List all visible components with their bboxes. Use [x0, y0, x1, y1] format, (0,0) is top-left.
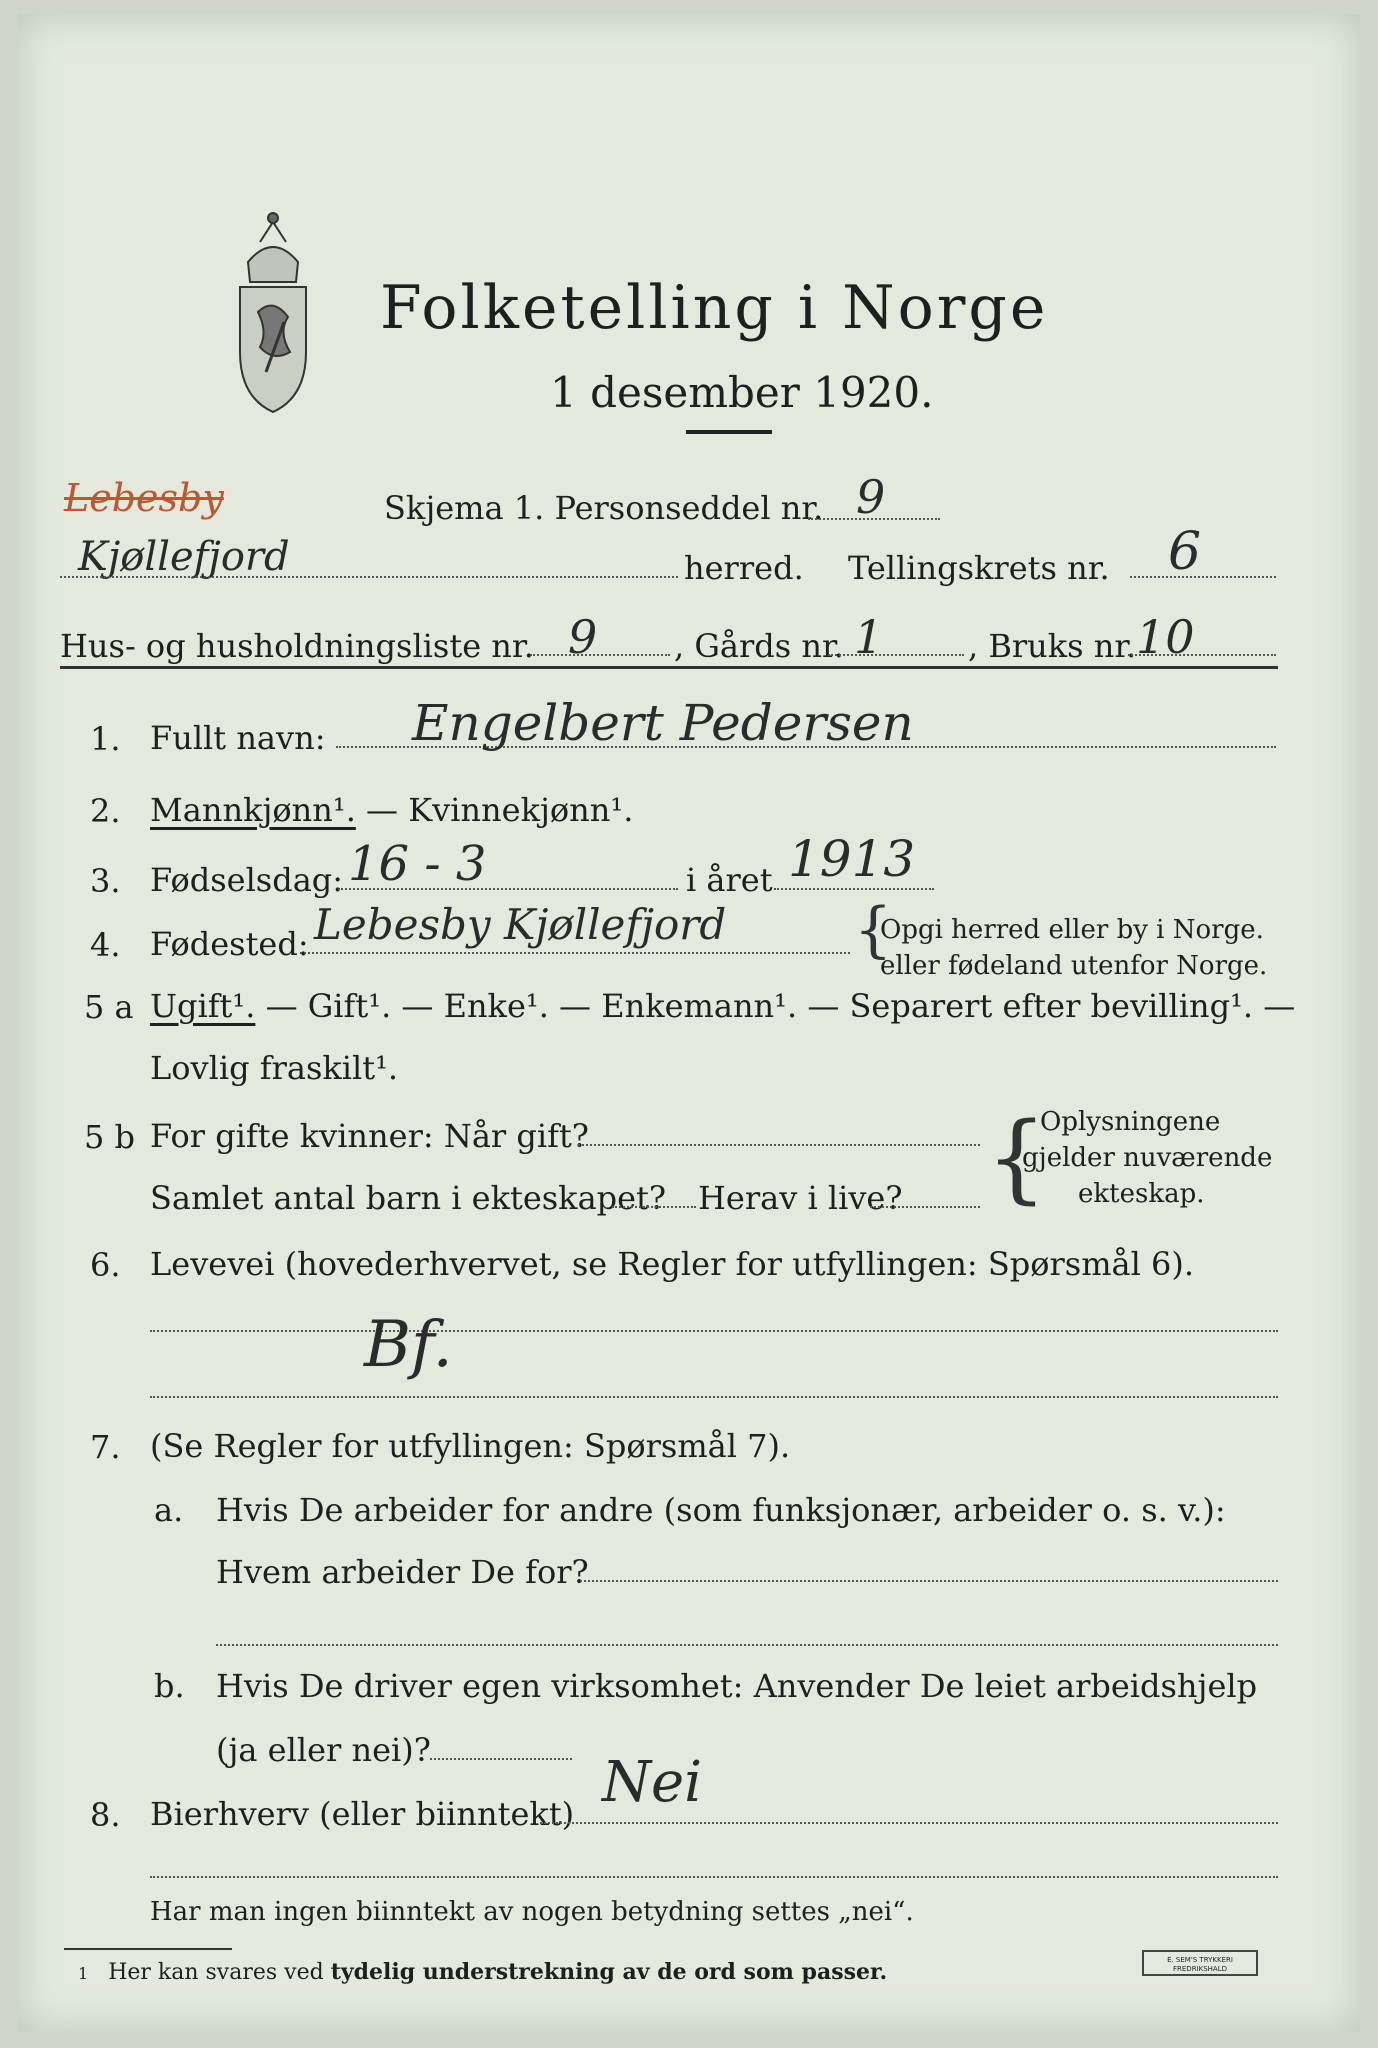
footnote-text-c: ord som passer.: [686, 1959, 888, 1985]
footnote-rule: [64, 1948, 232, 1950]
birth-year-value: 1913: [788, 830, 916, 888]
q7a-letter: a.: [154, 1491, 184, 1529]
q4-line: [300, 952, 850, 954]
krets-label: Tellingskrets nr.: [848, 549, 1110, 587]
bruks-value: 10: [1136, 610, 1195, 664]
q5b-children-label: Samlet antal barn i ekteskapet?: [150, 1179, 667, 1217]
q5b-alive-line: [870, 1206, 980, 1208]
footnote: [78, 1954, 887, 1992]
female-option: Kvinnekjønn¹.: [408, 791, 634, 829]
q5b-number: 5 b: [84, 1118, 136, 1156]
q7-number: 7.: [90, 1428, 121, 1466]
q5b-children-line: [612, 1206, 696, 1208]
margin-note-red: Lebesby: [64, 476, 224, 520]
q7b-letter: b.: [154, 1667, 185, 1705]
occupation-value: Bf.: [364, 1308, 453, 1382]
hus-line: [530, 654, 670, 656]
q5b-alive-label: Herav i live?: [698, 1179, 903, 1217]
q5a-line2: Lovlig fraskilt¹.: [150, 1049, 399, 1087]
q4-number: 4.: [90, 926, 121, 964]
q7-label: (Se Regler for utfyllingen: Spørsmål 7).: [150, 1427, 791, 1465]
gards-line: [828, 654, 964, 656]
q7b-line2: (ja eller nei)?: [216, 1731, 431, 1769]
nei-instruction: Har man ingen biinntekt av nogen betydning settes „nei“.: [150, 1897, 914, 1927]
schema-value: 9: [856, 470, 886, 524]
q5b-note1: Oplysningene: [1040, 1107, 1221, 1137]
q4-label: Fødested:: [150, 925, 309, 963]
printer-stamp-text: E. SEM'S TRYKKERI FREDRIKSHALD: [1167, 1956, 1233, 1973]
side-income-value: Nei: [602, 1750, 703, 1815]
q7a-line1: Hvis De arbeider for andre (som funksjonær, arbeider o. s. v.):: [216, 1491, 1226, 1529]
q4-note-line1: Opgi herred eller by i Norge.: [880, 915, 1264, 945]
q3-label: Fødselsdag:: [150, 861, 344, 899]
header-rule: [60, 666, 1278, 669]
krets-value: 6: [1168, 522, 1202, 582]
census-date: 1 desember 1920.: [550, 368, 934, 417]
printer-stamp: [1142, 1950, 1258, 1976]
herred-label: herred.: [684, 549, 804, 587]
q5a-number: 5 a: [84, 988, 134, 1026]
q2-separator: —: [355, 791, 409, 829]
q1-number: 1.: [90, 720, 121, 758]
year-line: [774, 888, 934, 890]
schema-label: Skjema 1. Personseddel nr.: [384, 489, 824, 527]
krets-line: [1130, 576, 1276, 578]
q7a-line2: Hvem arbeider De for?: [216, 1553, 589, 1591]
q5b-brace: {: [986, 1102, 1048, 1214]
q7b-answer-line: [430, 1758, 572, 1760]
form-title: Folketelling i Norge: [380, 273, 1049, 343]
ugift-option: Ugift¹.: [150, 987, 256, 1025]
q6-line2: [150, 1396, 1278, 1398]
q7a-answer-line2: [216, 1644, 1278, 1646]
q1-label: Fullt navn:: [150, 719, 326, 757]
herred-value: Kjøllefjord: [78, 534, 290, 580]
q2-number: 2.: [90, 792, 121, 830]
q6-line1: [150, 1330, 1278, 1332]
birthdate-value: 16 - 3: [348, 836, 487, 892]
hus-value: 9: [568, 610, 598, 664]
q6-number: 6.: [90, 1246, 121, 1284]
year-label: i året: [686, 861, 773, 899]
herred-line: [60, 576, 678, 578]
q8-label: Bierhverv (eller biinntekt): [150, 1795, 575, 1833]
gards-value: 1: [854, 610, 884, 664]
q2-text: [150, 792, 633, 828]
male-option: Mannkjønn¹.: [150, 791, 356, 829]
q5a-other-options: — Gift¹. — Enke¹. — Enkemann¹. — Separert efter bevilling¹. —: [255, 987, 1296, 1025]
q8-number: 8.: [90, 1796, 121, 1834]
q4-note-line2: eller fødeland utenfor Norge.: [880, 951, 1268, 981]
hus-label: Hus- og husholdningsliste nr.: [60, 627, 534, 665]
title-rule: [686, 430, 772, 434]
footnote-text-a: Her kan svares ved: [108, 1960, 331, 1985]
q7a-answer-line1: [580, 1580, 1278, 1582]
q4-brace: {: [854, 895, 893, 965]
full-name-value: Engelbert Pedersen: [412, 694, 914, 752]
census-form: [18, 14, 1360, 2032]
gards-label: , Gårds nr.: [674, 627, 844, 665]
coat-of-arms-icon: [218, 202, 328, 422]
q7b-line1: Hvis De driver egen virksomhet: Anvender De leiet arbeidshjelp: [216, 1667, 1258, 1705]
q6-label: Levevei (hovederhvervet, se Regler for utfyllingen: Spørsmål 6).: [150, 1245, 1195, 1283]
q5b-line1: For gifte kvinner: Når gift?: [150, 1117, 589, 1155]
footnote-text-b: tydelig understrekning av de: [330, 1959, 687, 1985]
footnote-marker: 1: [78, 1964, 89, 1983]
q3-number: 3.: [90, 862, 121, 900]
bruks-label: , Bruks nr.: [968, 627, 1137, 665]
q5b-note2: gjelder nuværende: [1022, 1143, 1273, 1173]
birthplace-value: Lebesby Kjøllefjord: [314, 900, 727, 949]
q5a-text: [150, 988, 1295, 1024]
q5b-note3: ekteskap.: [1078, 1179, 1205, 1209]
q8-line2: [150, 1876, 1278, 1878]
q8-line1: [540, 1822, 1278, 1824]
q5b-married-line: [578, 1144, 980, 1146]
